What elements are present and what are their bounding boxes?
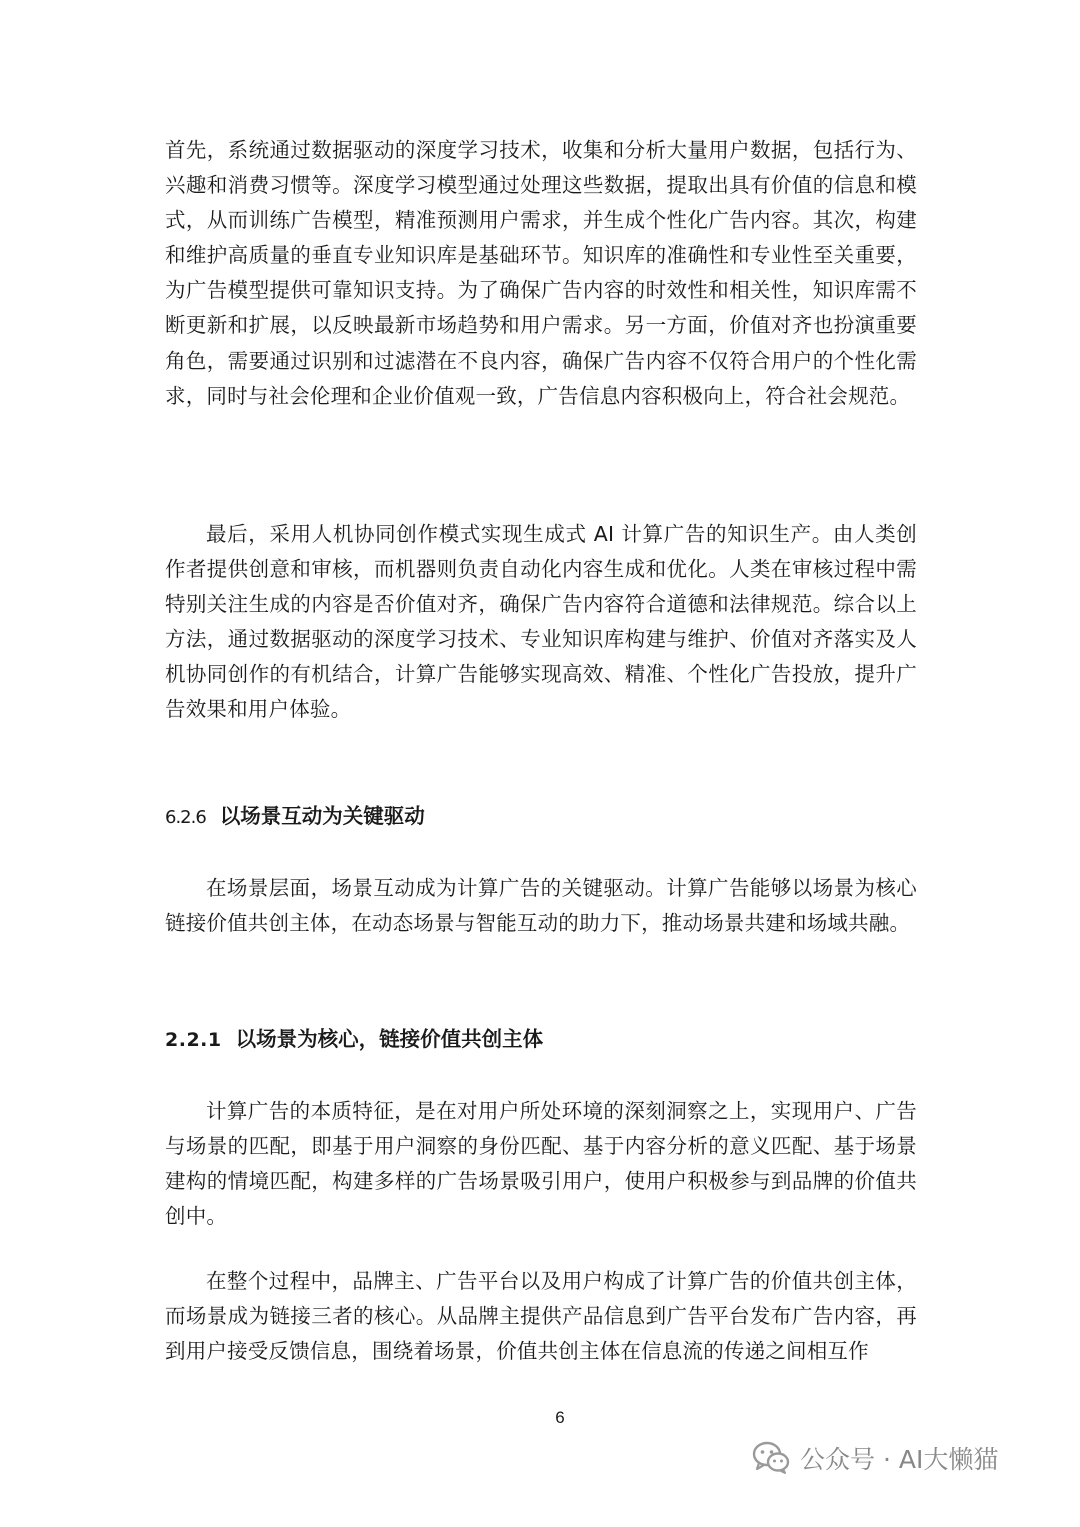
subsection-title: 以场景为核心，链接价值共创主体 [235, 1027, 544, 1051]
section-heading [165, 801, 425, 833]
subsection-number: 2.2.1 [165, 1029, 222, 1051]
paragraph-value-cocreation: 在整个过程中，品牌主、广告平台以及用户构成了计算广告的价值共创主体，而场景成为链接三者的核心。从品牌主提供产品信息到广告平台发布广告内容，再到用户接受反馈信息，围绕着场景，价值共创主体在信息流的传递之间相互作 [165, 1269, 917, 1364]
paragraph-human-machine: 最后，采用人机协同创作模式实现生成式 AI 计算广告的知识生产。由人类创作者提供创意和审核，而机器则负责自动化内容生成和优化。人类在审核过程中需特别关注生成的内容是否价值对齐，确保广告内容符合道德和法律规范。综合以上方法，通过数据驱动的深度学习技术、专业知识库构建与维护、价值对齐落实及人机协同创作的有机结合，计算广告能够实现高效、精准、个性化广告投放，提升广告效果和用户体验。 [165, 522, 917, 722]
paragraph-matching: 计算广告的本质特征，是在对用户所处环境的深刻洞察之上，实现用户、广告与场景的匹配，即基于用户洞察的身份匹配、基于内容分析的意义匹配、基于场景建构的情境匹配，构建多样的广告场景吸引用户，使用户积极参与到品牌的价值共创中。 [165, 1099, 917, 1229]
wechat-icon [752, 1441, 790, 1475]
watermark [752, 1436, 998, 1480]
watermark-text: 公众号 · AI大懒猫 [800, 1445, 999, 1474]
section-title: 以场景互动为关键驱动 [219, 804, 425, 828]
section-number: 6.2.6 [165, 807, 206, 828]
paragraph-scene-interaction: 在场景层面，场景互动成为计算广告的关键驱动。计算广告能够以场景为核心链接价值共创主体，在动态场景与智能互动的助力下，推动场景共建和场域共融。 [165, 876, 917, 936]
page-number: 6 [555, 1408, 565, 1427]
paragraph-data-driven: 首先，系统通过数据驱动的深度学习技术，收集和分析大量用户数据，包括行为、兴趣和消费习惯等。深度学习模型通过处理这些数据，提取出具有价值的信息和模式，从而训练广告模型，精准预测用户需求，并生成个性化广告内容。其次，构建和维护高质量的垂直专业知识库是基础环节。知识库的准确性和专业性至关重要，为广告模型提供可靠知识支持。为了确保广告内容的时效性和相关性，知识库需不断更新和扩展，以反映最新市场趋势和用户需求。另一方面，价值对齐也扮演重要角色，需要通过识别和过滤潜在不良内容，确保广告内容不仅符合用户的个性化需求，同时与社会伦理和企业价值观一致，广告信息内容积极向上，符合社会规范。 [165, 138, 917, 408]
subsection-heading [165, 1024, 543, 1055]
